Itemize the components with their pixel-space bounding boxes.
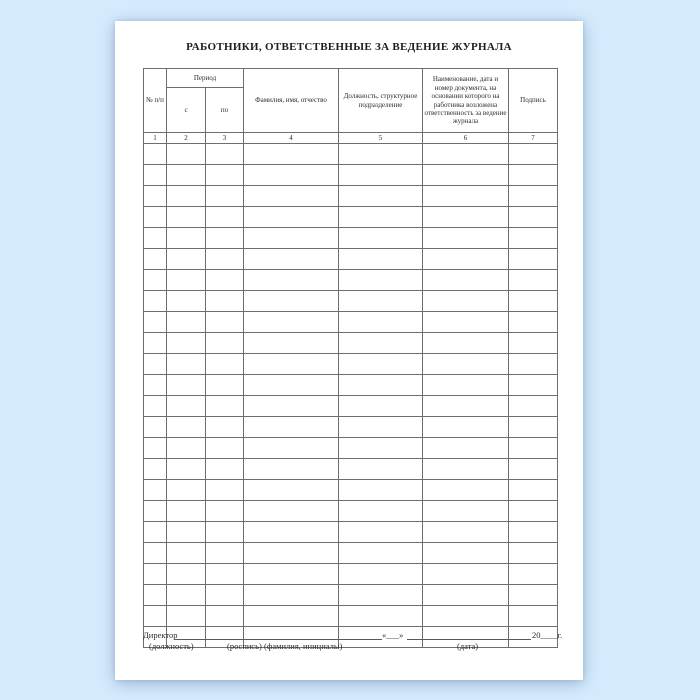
table-row bbox=[144, 312, 558, 333]
table-row bbox=[144, 144, 558, 165]
table-cell bbox=[144, 144, 167, 165]
table-cell bbox=[244, 417, 339, 438]
table-cell bbox=[339, 333, 423, 354]
table-cell bbox=[423, 207, 509, 228]
table-cell bbox=[244, 522, 339, 543]
table-cell bbox=[167, 522, 206, 543]
table-cell bbox=[339, 165, 423, 186]
table-row bbox=[144, 501, 558, 522]
table-cell bbox=[339, 480, 423, 501]
table-cell bbox=[509, 186, 558, 207]
table-cell bbox=[423, 270, 509, 291]
table-cell bbox=[206, 543, 244, 564]
date-day-blank: «___» bbox=[382, 630, 404, 640]
table-cell bbox=[206, 144, 244, 165]
table-row bbox=[144, 249, 558, 270]
table-cell bbox=[167, 228, 206, 249]
table-cell bbox=[206, 291, 244, 312]
table-row bbox=[144, 564, 558, 585]
table-cell bbox=[509, 333, 558, 354]
table-cell bbox=[423, 417, 509, 438]
column-number: 3 bbox=[206, 133, 244, 144]
table-cell bbox=[144, 564, 167, 585]
table-cell bbox=[167, 396, 206, 417]
director-label: Директор bbox=[143, 630, 178, 640]
table-cell bbox=[423, 396, 509, 417]
table-cell bbox=[423, 543, 509, 564]
table-cell bbox=[339, 144, 423, 165]
table-cell bbox=[509, 480, 558, 501]
table-cell bbox=[244, 291, 339, 312]
table-cell bbox=[144, 333, 167, 354]
table-cell bbox=[339, 249, 423, 270]
table-cell bbox=[206, 354, 244, 375]
table-row bbox=[144, 165, 558, 186]
header-cell-document: Наименование, дата и номер документа, на основании которого на работника возложена ответственность за ведение журнала bbox=[423, 69, 509, 133]
table-row bbox=[144, 417, 558, 438]
table-cell bbox=[339, 396, 423, 417]
table-cell bbox=[423, 606, 509, 627]
table-cell bbox=[509, 396, 558, 417]
table-cell bbox=[509, 207, 558, 228]
table-cell bbox=[167, 312, 206, 333]
table-cell bbox=[509, 501, 558, 522]
table-cell bbox=[206, 417, 244, 438]
table-cell bbox=[167, 480, 206, 501]
table-cell bbox=[167, 270, 206, 291]
table-cell bbox=[339, 312, 423, 333]
table-cell bbox=[244, 459, 339, 480]
table-cell bbox=[167, 417, 206, 438]
table-cell bbox=[206, 606, 244, 627]
column-number: 1 bbox=[144, 133, 167, 144]
table-cell bbox=[167, 249, 206, 270]
table-cell bbox=[167, 606, 206, 627]
year-blank: 20____г. bbox=[532, 630, 563, 640]
table-cell bbox=[339, 375, 423, 396]
table-cell bbox=[144, 480, 167, 501]
table-cell bbox=[167, 333, 206, 354]
table-row bbox=[144, 522, 558, 543]
table-cell bbox=[339, 186, 423, 207]
column-numbers-row bbox=[144, 133, 558, 144]
table-cell bbox=[144, 417, 167, 438]
table-cell bbox=[206, 333, 244, 354]
table-row bbox=[144, 207, 558, 228]
table-cell bbox=[144, 165, 167, 186]
table-cell bbox=[244, 270, 339, 291]
table-cell bbox=[167, 354, 206, 375]
table-cell bbox=[167, 207, 206, 228]
table-cell bbox=[167, 186, 206, 207]
table-cell bbox=[167, 459, 206, 480]
table-cell bbox=[144, 291, 167, 312]
table-cell bbox=[167, 501, 206, 522]
table-cell bbox=[206, 501, 244, 522]
table-cell bbox=[339, 522, 423, 543]
table-cell bbox=[206, 522, 244, 543]
table-cell bbox=[244, 354, 339, 375]
table-cell bbox=[144, 459, 167, 480]
table-cell bbox=[144, 522, 167, 543]
table-cell bbox=[423, 438, 509, 459]
table-cell bbox=[144, 375, 167, 396]
table-cell bbox=[509, 606, 558, 627]
table-cell bbox=[509, 438, 558, 459]
table-cell bbox=[339, 585, 423, 606]
table-cell bbox=[423, 144, 509, 165]
table-cell bbox=[423, 291, 509, 312]
table-cell bbox=[206, 396, 244, 417]
signature-sublabel: (роспись) (фамилия, инициалы) bbox=[227, 641, 343, 651]
table-cell bbox=[339, 438, 423, 459]
table-cell bbox=[423, 585, 509, 606]
table-cell bbox=[339, 354, 423, 375]
table-cell bbox=[244, 543, 339, 564]
table-cell bbox=[244, 312, 339, 333]
header-cell-signature: Подпись bbox=[509, 69, 558, 133]
table-cell bbox=[167, 543, 206, 564]
table-row bbox=[144, 480, 558, 501]
table-cell bbox=[339, 501, 423, 522]
table-cell bbox=[339, 228, 423, 249]
table-cell bbox=[339, 459, 423, 480]
table-cell bbox=[423, 165, 509, 186]
table-cell bbox=[167, 585, 206, 606]
table-head bbox=[144, 69, 558, 144]
table-cell bbox=[423, 312, 509, 333]
table-cell bbox=[144, 438, 167, 459]
table-cell bbox=[144, 249, 167, 270]
table-row bbox=[144, 606, 558, 627]
header-cell-number: № п/п bbox=[144, 69, 167, 133]
table-cell bbox=[206, 564, 244, 585]
table-cell bbox=[339, 564, 423, 585]
table-cell bbox=[167, 375, 206, 396]
header-cell-fio: Фамилия, имя, отчество bbox=[244, 69, 339, 133]
table-cell bbox=[423, 375, 509, 396]
table-cell bbox=[244, 207, 339, 228]
column-number: 6 bbox=[423, 133, 509, 144]
table-cell bbox=[244, 165, 339, 186]
table-cell bbox=[509, 354, 558, 375]
table-cell bbox=[509, 543, 558, 564]
table-cell bbox=[167, 564, 206, 585]
table-cell bbox=[244, 375, 339, 396]
table-row bbox=[144, 438, 558, 459]
table-cell bbox=[206, 438, 244, 459]
table-cell bbox=[144, 207, 167, 228]
table-cell bbox=[509, 564, 558, 585]
table-cell bbox=[206, 375, 244, 396]
table-row bbox=[144, 228, 558, 249]
table-cell bbox=[509, 270, 558, 291]
table-cell bbox=[339, 606, 423, 627]
table-cell bbox=[206, 270, 244, 291]
column-number: 5 bbox=[339, 133, 423, 144]
table-cell bbox=[509, 375, 558, 396]
table-cell bbox=[244, 606, 339, 627]
blank-line-name bbox=[174, 639, 382, 640]
table-cell bbox=[509, 165, 558, 186]
header-cell-period-to: по bbox=[206, 88, 244, 133]
table-cell bbox=[206, 186, 244, 207]
table-body bbox=[144, 144, 558, 648]
table-row bbox=[144, 291, 558, 312]
table-cell bbox=[339, 417, 423, 438]
signature-block bbox=[143, 630, 567, 656]
table-cell bbox=[206, 249, 244, 270]
table-cell bbox=[423, 564, 509, 585]
table-row bbox=[144, 396, 558, 417]
header-cell-period-from: с bbox=[167, 88, 206, 133]
table-cell bbox=[244, 396, 339, 417]
header-cell-period: Период bbox=[167, 69, 244, 88]
table-row bbox=[144, 375, 558, 396]
table-cell bbox=[244, 585, 339, 606]
table-row bbox=[144, 333, 558, 354]
column-number: 2 bbox=[167, 133, 206, 144]
page-title: РАБОТНИКИ, ОТВЕТСТВЕННЫЕ ЗА ВЕДЕНИЕ ЖУРНАЛА bbox=[186, 41, 512, 53]
table-cell bbox=[423, 249, 509, 270]
table-cell bbox=[144, 501, 167, 522]
table-cell bbox=[244, 564, 339, 585]
table-cell bbox=[509, 459, 558, 480]
table-cell bbox=[509, 312, 558, 333]
column-number: 7 bbox=[509, 133, 558, 144]
table-cell bbox=[509, 249, 558, 270]
table-cell bbox=[167, 144, 206, 165]
table-cell bbox=[144, 354, 167, 375]
table-cell bbox=[339, 270, 423, 291]
table-cell bbox=[423, 354, 509, 375]
table-cell bbox=[509, 291, 558, 312]
table-cell bbox=[423, 501, 509, 522]
table-cell bbox=[244, 480, 339, 501]
table-cell bbox=[244, 186, 339, 207]
table-cell bbox=[144, 585, 167, 606]
table-cell bbox=[206, 480, 244, 501]
table-cell bbox=[423, 522, 509, 543]
table-cell bbox=[339, 291, 423, 312]
table-cell bbox=[423, 480, 509, 501]
column-number: 4 bbox=[244, 133, 339, 144]
table-cell bbox=[167, 165, 206, 186]
table-cell bbox=[509, 228, 558, 249]
table-cell bbox=[244, 438, 339, 459]
table-cell bbox=[206, 312, 244, 333]
table-cell bbox=[167, 291, 206, 312]
table-cell bbox=[509, 522, 558, 543]
table-cell bbox=[509, 585, 558, 606]
table-row bbox=[144, 186, 558, 207]
table-cell bbox=[144, 543, 167, 564]
table-cell bbox=[206, 228, 244, 249]
table-cell bbox=[339, 207, 423, 228]
table-row bbox=[144, 270, 558, 291]
table-cell bbox=[144, 396, 167, 417]
table-cell bbox=[244, 228, 339, 249]
table-cell bbox=[144, 228, 167, 249]
table-cell bbox=[144, 312, 167, 333]
table-cell bbox=[206, 585, 244, 606]
table-row bbox=[144, 459, 558, 480]
blank-line-month bbox=[407, 639, 531, 640]
table-cell bbox=[339, 543, 423, 564]
responsible-workers-table bbox=[143, 68, 558, 648]
table-cell bbox=[144, 270, 167, 291]
table-cell bbox=[206, 207, 244, 228]
table-cell bbox=[244, 249, 339, 270]
table-cell bbox=[144, 606, 167, 627]
table-cell bbox=[423, 186, 509, 207]
header-cell-position: Должность, структурное подразделение bbox=[339, 69, 423, 133]
table-cell bbox=[144, 186, 167, 207]
table-cell bbox=[423, 459, 509, 480]
table-row bbox=[144, 354, 558, 375]
document-page bbox=[115, 21, 583, 680]
table-cell bbox=[509, 417, 558, 438]
position-sublabel: (должность) bbox=[149, 641, 194, 651]
header-row-top bbox=[144, 69, 558, 88]
table-cell bbox=[509, 144, 558, 165]
table-cell bbox=[244, 333, 339, 354]
table-cell bbox=[244, 501, 339, 522]
table-cell bbox=[423, 333, 509, 354]
table-row bbox=[144, 585, 558, 606]
table-cell bbox=[244, 144, 339, 165]
date-sublabel: (дата) bbox=[457, 641, 479, 651]
table-row bbox=[144, 543, 558, 564]
table-cell bbox=[206, 165, 244, 186]
table-cell bbox=[167, 438, 206, 459]
table-cell bbox=[423, 228, 509, 249]
table-cell bbox=[206, 459, 244, 480]
